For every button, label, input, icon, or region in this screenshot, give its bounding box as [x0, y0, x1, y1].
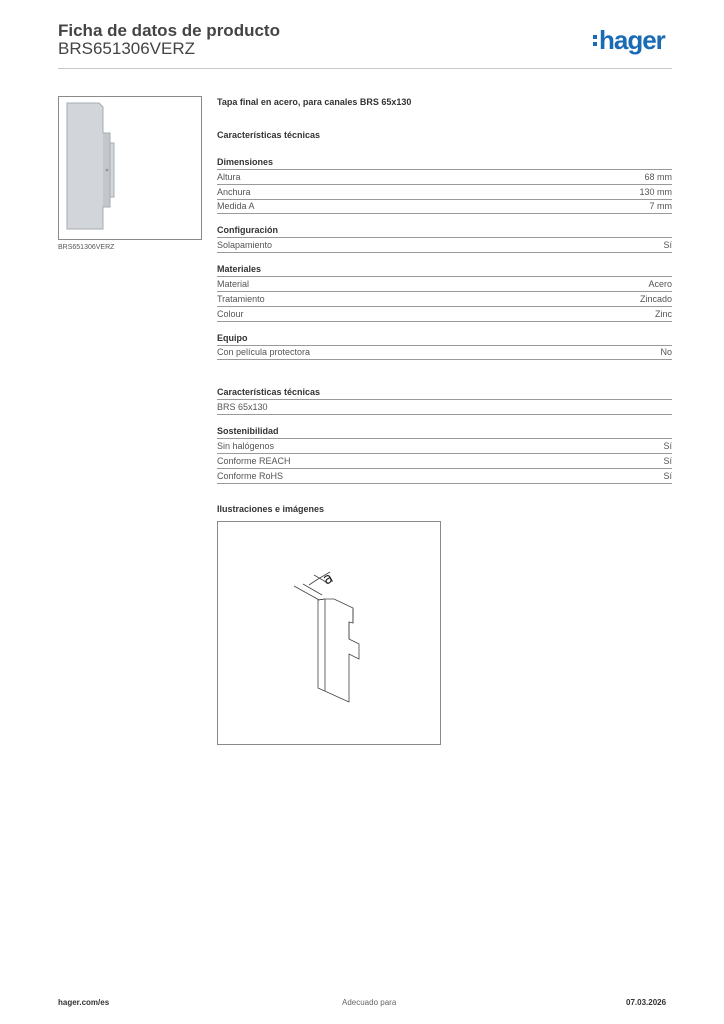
product-description: Tapa final en acero, para canales BRS 65x130 [217, 97, 412, 107]
spec-label: Altura [217, 171, 241, 182]
end-cap-thumbnail-icon [59, 97, 201, 239]
dimension-drawing [217, 521, 441, 745]
illustrations-title: Ilustraciones e imágenes [217, 503, 325, 514]
product-code: BRS651306VERZ [58, 39, 196, 58]
hager-logo[interactable] [593, 27, 665, 53]
group-title: Materiales [217, 264, 672, 277]
spec-row [217, 277, 672, 292]
header-divider [58, 68, 672, 69]
spec-row [217, 469, 672, 484]
spec-label: Anchura [217, 186, 251, 197]
spec-value: Zinc [654, 308, 672, 319]
group-dimensions [217, 157, 672, 214]
footer-date: 07.03.2026 [626, 998, 667, 1007]
spec-label: Medida A [217, 201, 255, 212]
group-sustainability [217, 426, 672, 483]
spec-value: Sí [663, 441, 672, 452]
spec-row [217, 238, 672, 253]
spec-value: Sí [663, 240, 672, 251]
spec-label: BRS 65x130 [217, 402, 268, 413]
footer-suitable-for: Adecuado para [342, 998, 397, 1007]
spec-row [217, 454, 672, 469]
page-title: Ficha de datos de producto [58, 21, 280, 40]
spec-row [217, 400, 672, 415]
group-technical-2 [217, 387, 672, 415]
group-equipment [217, 333, 672, 361]
spec-value: Acero [648, 279, 672, 290]
spec-row [217, 346, 672, 361]
spec-label: Conforme REACH [217, 455, 291, 466]
group-title: Sostenibilidad [217, 426, 672, 439]
dimension-label: a [319, 568, 337, 589]
group-title: Configuración [217, 225, 672, 238]
spec-value: Zincado [639, 293, 672, 304]
spec-label: Sin halógenos [217, 441, 275, 452]
spec-label: Material [217, 279, 250, 290]
group-title: Dimensiones [217, 157, 672, 170]
product-thumbnail [58, 96, 202, 240]
specifications [217, 97, 672, 514]
spec-row [217, 170, 672, 185]
footer-website[interactable]: hager.com/es [58, 998, 110, 1007]
section-title-technical: Características técnicas [217, 130, 321, 140]
spec-label: Solapamiento [217, 240, 273, 251]
end-cap-drawing-icon [218, 522, 440, 744]
spec-row [217, 185, 672, 200]
group-configuration [217, 225, 672, 253]
spec-value: Sí [663, 470, 672, 481]
group-title: Equipo [217, 333, 672, 346]
spec-row [217, 307, 672, 322]
logo-dots-icon [593, 35, 597, 46]
spec-label: Con película protectora [217, 347, 311, 358]
spec-label: Tratamiento [217, 293, 265, 304]
spec-row [217, 439, 672, 454]
spec-label: Conforme RoHS [217, 470, 284, 481]
spec-value: 68 mm [644, 171, 672, 182]
spec-value: Sí [663, 455, 672, 466]
spec-value: 7 mm [649, 201, 672, 212]
spec-label: Colour [217, 308, 244, 319]
logo-text: hager [599, 25, 665, 55]
group-materials [217, 264, 672, 321]
thumbnail-caption: BRS651306VERZ [58, 244, 115, 251]
spec-value: 130 mm [639, 186, 672, 197]
group-title: Características técnicas [217, 387, 672, 400]
spec-row [217, 200, 672, 215]
spec-row [217, 292, 672, 307]
spec-value: No [660, 347, 672, 358]
